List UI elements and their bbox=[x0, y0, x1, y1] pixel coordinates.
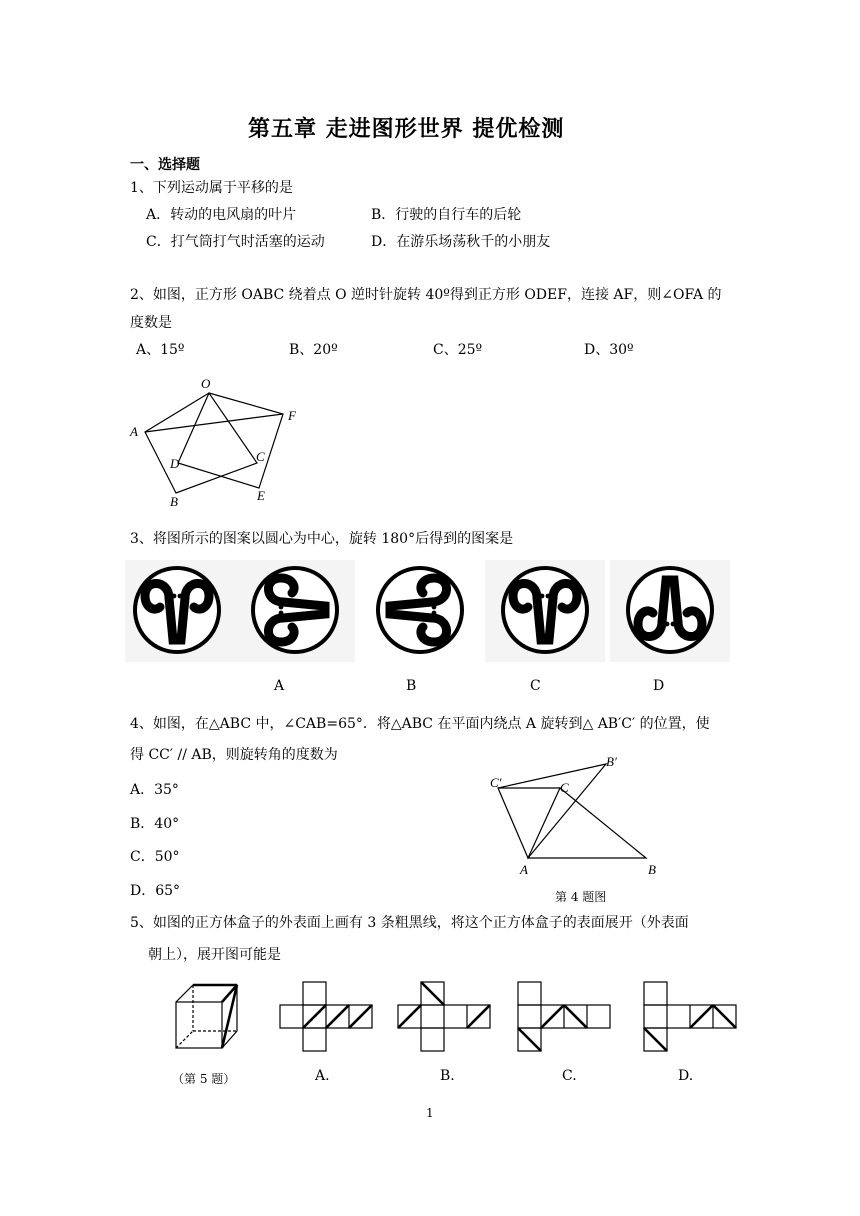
q3-option-d-icon bbox=[610, 560, 730, 662]
q1-stem: 1、下列运动属于平移的是 bbox=[130, 180, 293, 196]
q4-label-b: B bbox=[648, 862, 656, 877]
q5-net-c bbox=[518, 982, 610, 1051]
q4-figure bbox=[480, 750, 680, 885]
q3-option-a-label: A bbox=[274, 678, 285, 694]
q2-label-b: B bbox=[170, 494, 178, 509]
q2-option-b: B、20º bbox=[289, 342, 338, 358]
q4-stem-line2: 得 CC′ // AB，则旋转角的度数为 bbox=[130, 747, 338, 763]
page-number: 1 bbox=[426, 1106, 434, 1120]
q5-stem-line1: 5、如图的正方体盒子的外表面上画有 3 条粗黑线，将这个正方体盒子的表面展开（外表面 bbox=[130, 915, 689, 931]
q2-option-a: A、15º bbox=[136, 342, 185, 358]
q1-option-a: A．转动的电风扇的叶片 bbox=[146, 207, 297, 223]
q5-figure-caption: （第 5 题） bbox=[172, 1072, 236, 1086]
q4-option-d: D．65° bbox=[130, 883, 181, 899]
q4-label-c: C bbox=[560, 780, 569, 795]
q2-stem-line2: 度数是 bbox=[130, 315, 172, 331]
q3-option-b-icon bbox=[378, 568, 462, 652]
q5-option-a-label: A. bbox=[315, 1068, 330, 1084]
q5-option-d-label: D. bbox=[678, 1068, 694, 1084]
q5-net-a bbox=[280, 982, 372, 1051]
q2-label-o: O bbox=[201, 376, 211, 391]
q5-net-d bbox=[644, 982, 736, 1051]
section-heading: 一、选择题 bbox=[130, 157, 200, 173]
q4-option-c: C．50° bbox=[130, 849, 180, 865]
q2-label-c: C bbox=[256, 449, 265, 464]
q2-label-e: E bbox=[257, 488, 265, 503]
q4-caption: 第 4 题图 bbox=[555, 890, 607, 904]
q3-option-d-label: D bbox=[653, 678, 665, 694]
q2-label-a: A bbox=[130, 424, 138, 439]
q4-label-c-prime: C′ bbox=[490, 775, 502, 790]
q4-label-b-prime: B′ bbox=[606, 754, 617, 769]
q5-net-b bbox=[398, 982, 490, 1051]
q5-option-c-label: C. bbox=[562, 1068, 577, 1084]
q1-option-c: C．打气筒打气时活塞的运动 bbox=[146, 234, 325, 250]
q3-option-b-label: B bbox=[406, 678, 417, 694]
q3-option-c-label: C bbox=[530, 678, 541, 694]
q2-label-d: D bbox=[170, 456, 180, 471]
q2-label-f: F bbox=[288, 408, 296, 423]
q5-option-b-label: B. bbox=[440, 1068, 455, 1084]
q4-option-a: A．35° bbox=[130, 782, 179, 798]
q2-stem-line1: 2、如图，正方形 OABC 绕着点 O 逆时针旋转 40º得到正方形 ODEF，连接 AF，则∠OFA 的 bbox=[130, 287, 722, 303]
q1-option-b: B．行驶的自行车的后轮 bbox=[371, 207, 522, 223]
q2-option-d: D、30º bbox=[584, 342, 634, 358]
q1-option-d: D．在游乐场荡秋千的小朋友 bbox=[371, 234, 551, 250]
q2-option-c: C、25º bbox=[433, 342, 483, 358]
q4-label-a: A bbox=[520, 862, 528, 877]
q5-figures bbox=[160, 975, 750, 1060]
q5-stem-line2: 朝上），展开图可能是 bbox=[148, 947, 281, 963]
q3-option-c-icon bbox=[485, 560, 605, 662]
q3-option-a-icon bbox=[235, 560, 355, 662]
q3-figures bbox=[125, 560, 735, 668]
q2-figure bbox=[120, 370, 320, 515]
q5-cube bbox=[176, 985, 237, 1048]
q3-original-icon bbox=[125, 560, 237, 662]
page-title: 第五章 走进图形世界 提优检测 bbox=[248, 116, 565, 142]
q4-stem-line1: 4、如图，在△ABC 中，∠CAB=65°．将△ABC 在平面内绕点 A 旋转到△ AB′C′ 的位置，使 bbox=[130, 716, 710, 732]
q4-option-b: B．40° bbox=[130, 816, 180, 832]
q3-stem: 3、将图所示的图案以圆心为中心，旋转 180°后得到的图案是 bbox=[130, 531, 514, 547]
